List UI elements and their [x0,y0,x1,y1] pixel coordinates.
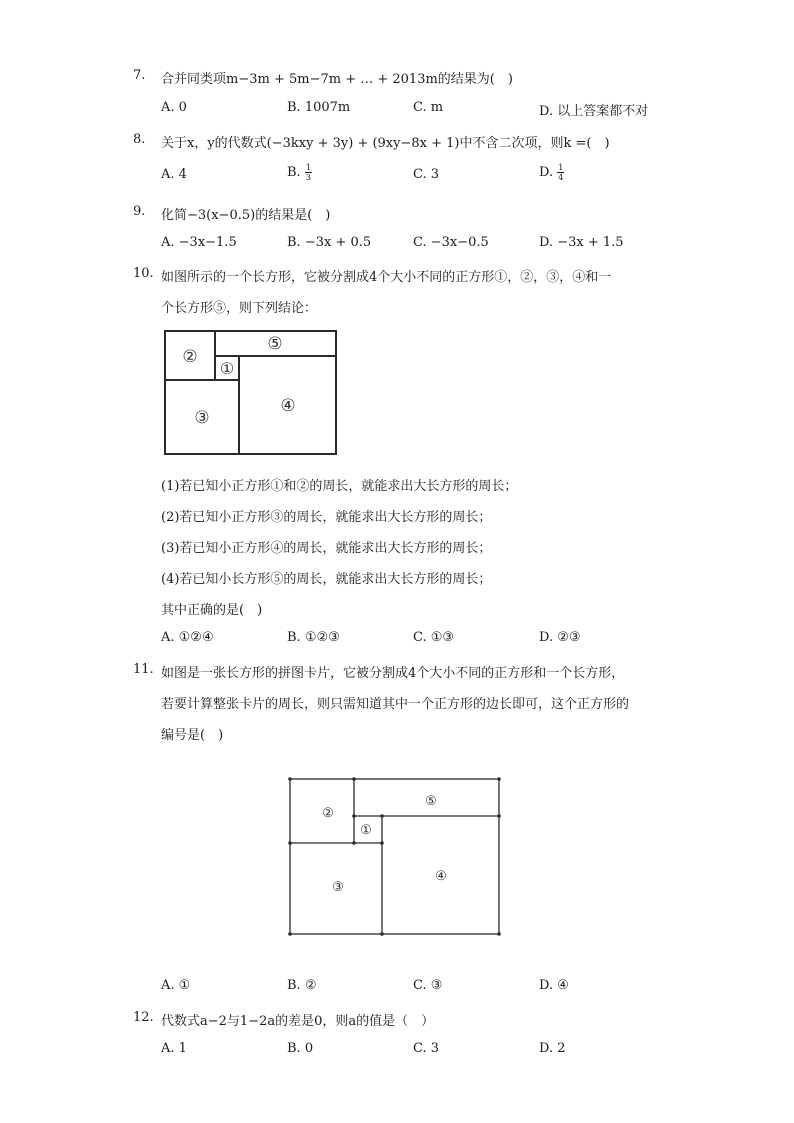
option-b[interactable] [287,163,312,182]
question-number: 7. [133,68,146,83]
option-a[interactable]: A. 4 [161,167,187,182]
question-stem: 化简−3(x−0.5)的结果是( ) [161,208,331,223]
statement-1: (1)若已知小正方形①和②的周长，就能求出大长方形的周长； [161,479,518,494]
option-a[interactable]: A. −3x−1.5 [161,235,237,250]
figure-puzzle-card [286,775,504,939]
option-c[interactable]: C. ①③ [413,630,455,645]
option-label: D. [539,165,554,180]
question-number: 9. [133,204,146,219]
option-label: B. [287,165,301,180]
question-stem-line-1: 如图是一张长方形的拼图卡片，它被分割成4个大小不同的正方形和一个长方形， [161,666,625,681]
question-stem: 关于x，y的代数式(−3kxy + 3y) + (9xy−8x + 1)中不含二次项，则k =( ) [161,136,610,151]
figure-label-1: ① [360,823,372,838]
option-a[interactable]: A. ① [161,978,191,993]
option-b[interactable]: B. −3x + 0.5 [287,235,372,250]
option-d[interactable]: D. −3x + 1.5 [539,235,624,250]
question-number: 8. [133,132,146,147]
option-c[interactable]: C. 3 [413,1041,440,1056]
option-a[interactable]: A. ①②④ [161,630,214,645]
option-b[interactable]: B. 0 [287,1041,314,1056]
option-d[interactable]: D. ②③ [539,630,581,645]
figure-label-5: ⑤ [425,794,437,809]
question-number: 10. [133,266,154,281]
option-b[interactable]: B. 1007m [287,100,351,115]
fraction [557,163,564,182]
question-stem-line-2: 若要计算整张卡片的周长，则只需知道其中一个正方形的边长即可，这个正方形的 [161,697,630,712]
option-a[interactable]: A. 1 [161,1041,187,1056]
option-b[interactable]: B. ①②③ [287,630,340,645]
figure-label-1: ① [219,359,235,378]
statement-4: (4)若已知小长方形⑤的周长，就能求出大长方形的周长； [161,572,492,587]
figure-label-4: ④ [435,869,447,884]
option-c[interactable]: C. m [413,100,444,115]
question-stem: 代数式a−2与1−2a的差是0，则a的值是（ ） [161,1014,435,1029]
figure-rectangle-partition [160,326,342,458]
option-d[interactable] [539,163,564,182]
numerator: 1 [558,163,564,172]
figure-label-3: ③ [194,408,210,428]
numerator: 1 [305,163,311,172]
option-d[interactable]: D. 以上答案都不对 [539,104,649,119]
figure-label-2: ② [182,347,198,367]
figure-label-4: ④ [280,396,296,416]
question-stem-line-1: 如图所示的一个长方形，它被分割成4个大小不同的正方形①，②，③，④和一 [161,270,612,285]
question-stem-line-2: 个长方形⑤，则下列结论： [161,301,318,316]
figure-label-3: ③ [332,880,344,895]
question-number: 12. [133,1010,154,1025]
fraction [305,163,312,182]
statement-3: (3)若已知小正方形④的周长，就能求出大长方形的周长； [161,541,492,556]
question-prompt: 其中正确的是( ) [161,603,263,618]
option-c[interactable]: C. −3x−0.5 [413,235,489,250]
denominator: 4 [558,173,564,182]
option-c[interactable]: C. ③ [413,978,443,993]
denominator: 3 [305,173,311,182]
figure-label-5: ⑤ [267,334,283,354]
option-d[interactable]: D. ④ [539,978,569,993]
option-b[interactable]: B. ② [287,978,317,993]
option-c[interactable]: C. 3 [413,167,440,182]
question-number: 11. [133,662,154,677]
statement-2: (2)若已知小正方形③的周长，就能求出大长方形的周长； [161,510,492,525]
question-stem-line-3: 编号是( ) [161,728,224,743]
question-stem: 合并同类项m−3m + 5m−7m + … + 2013m的结果为( ) [161,72,513,87]
option-d[interactable]: D. 2 [539,1041,566,1056]
option-a[interactable]: A. 0 [161,100,187,115]
figure-label-2: ② [322,806,334,821]
